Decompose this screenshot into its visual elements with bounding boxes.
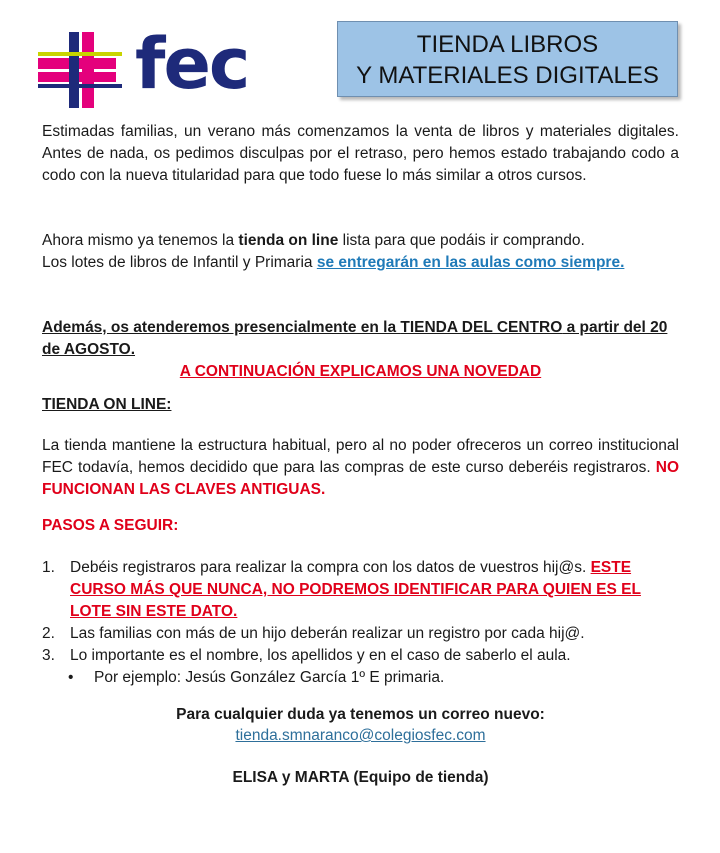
example-text: Por ejemplo: Jesús González García 1º E primaria. xyxy=(94,669,445,686)
fec-logo xyxy=(38,23,258,108)
contact-email-link[interactable]: tienda.smnaranco@colegiosfec.com xyxy=(235,727,486,744)
signature: ELISA y MARTA (Equipo de tienda) xyxy=(232,769,489,786)
presencial-paragraph xyxy=(42,317,679,383)
presencial-line xyxy=(42,317,679,361)
step-item xyxy=(42,623,679,645)
presencial-text: Además, os atenderemos presencialmente en la xyxy=(42,319,401,336)
title-box xyxy=(337,21,678,97)
step-text: Lo importante es el nombre, los apellidos y en el caso de saberlo el aula. xyxy=(70,647,571,664)
example-bullet xyxy=(42,667,679,689)
fec-cross-mark-icon xyxy=(38,32,133,108)
step-number: 2. xyxy=(42,625,55,642)
store-line-1 xyxy=(42,230,679,252)
online-heading: TIENDA ON LINE: xyxy=(42,396,172,413)
online-paragraph xyxy=(42,435,679,501)
store-line2-text: Los lotes de libros de Infantil y Primaria xyxy=(42,254,317,271)
online-body-text: La tienda mantiene la estructura habitual, pero al no poder ofreceros un correo institucional FEC todavía, hemos decidido que para las compras de este curso deberéis registraros. xyxy=(42,437,679,476)
fec-logo-text: fec xyxy=(135,23,249,105)
contact-email-row xyxy=(42,725,679,747)
contact-line: Para cualquier duda ya tenemos un correo nuevo: xyxy=(176,706,545,723)
store-online-strong: tienda on line xyxy=(238,232,339,249)
claves-warning: NO FUNCIONAN LAS CLAVES ANTIGUAS. xyxy=(42,459,679,498)
steps-list xyxy=(42,557,679,689)
novedad-heading: A CONTINUACIÓN EXPLICAMOS UNA NOVEDAD xyxy=(179,363,542,380)
step-warning: ESTE CURSO MÁS QUE NUNCA, NO PODREMOS IDENTIFICAR PARA QUIEN ES EL LOTE SIN ESTE DATO. xyxy=(70,559,641,620)
store-line-2 xyxy=(42,252,679,274)
tienda-centro-strong: TIENDA DEL CENTRO xyxy=(400,319,563,336)
store-line1-rest: lista para que podáis ir comprando. xyxy=(338,232,585,249)
step-text: Las familias con más de un hijo deberán realizar un registro por cada hij@. xyxy=(70,625,585,642)
title-line-2: Y MATERIALES DIGITALES xyxy=(356,62,659,89)
step-item xyxy=(42,557,679,623)
bullet-mark: • xyxy=(68,669,74,686)
title-line-1: TIENDA LIBROS xyxy=(416,31,599,58)
step-number: 1. xyxy=(42,559,55,576)
aulas-link[interactable]: se entregarán en las aulas como siempre. xyxy=(316,254,625,271)
step-item xyxy=(42,645,679,667)
step-number: 3. xyxy=(42,647,55,664)
store-paragraph xyxy=(42,230,679,274)
store-line1-text: Ahora mismo ya tenemos la xyxy=(42,232,239,249)
step-text: Debéis registraros para realizar la compra con los datos de vuestros hij@s. xyxy=(70,559,591,576)
presencial-date: a partir del 20 de AGOSTO. xyxy=(42,319,668,358)
intro-paragraph: Estimadas familias, un verano más comenzamos la venta de libros y materiales digitales. Antes de nada, os pedimos disculpas por el retraso, pero hemos estado trabajando codo a codo con la nueva titularidad para que todo fuese lo más similar a otros cursos. xyxy=(42,123,679,184)
steps-heading: PASOS A SEGUIR: xyxy=(42,517,179,534)
